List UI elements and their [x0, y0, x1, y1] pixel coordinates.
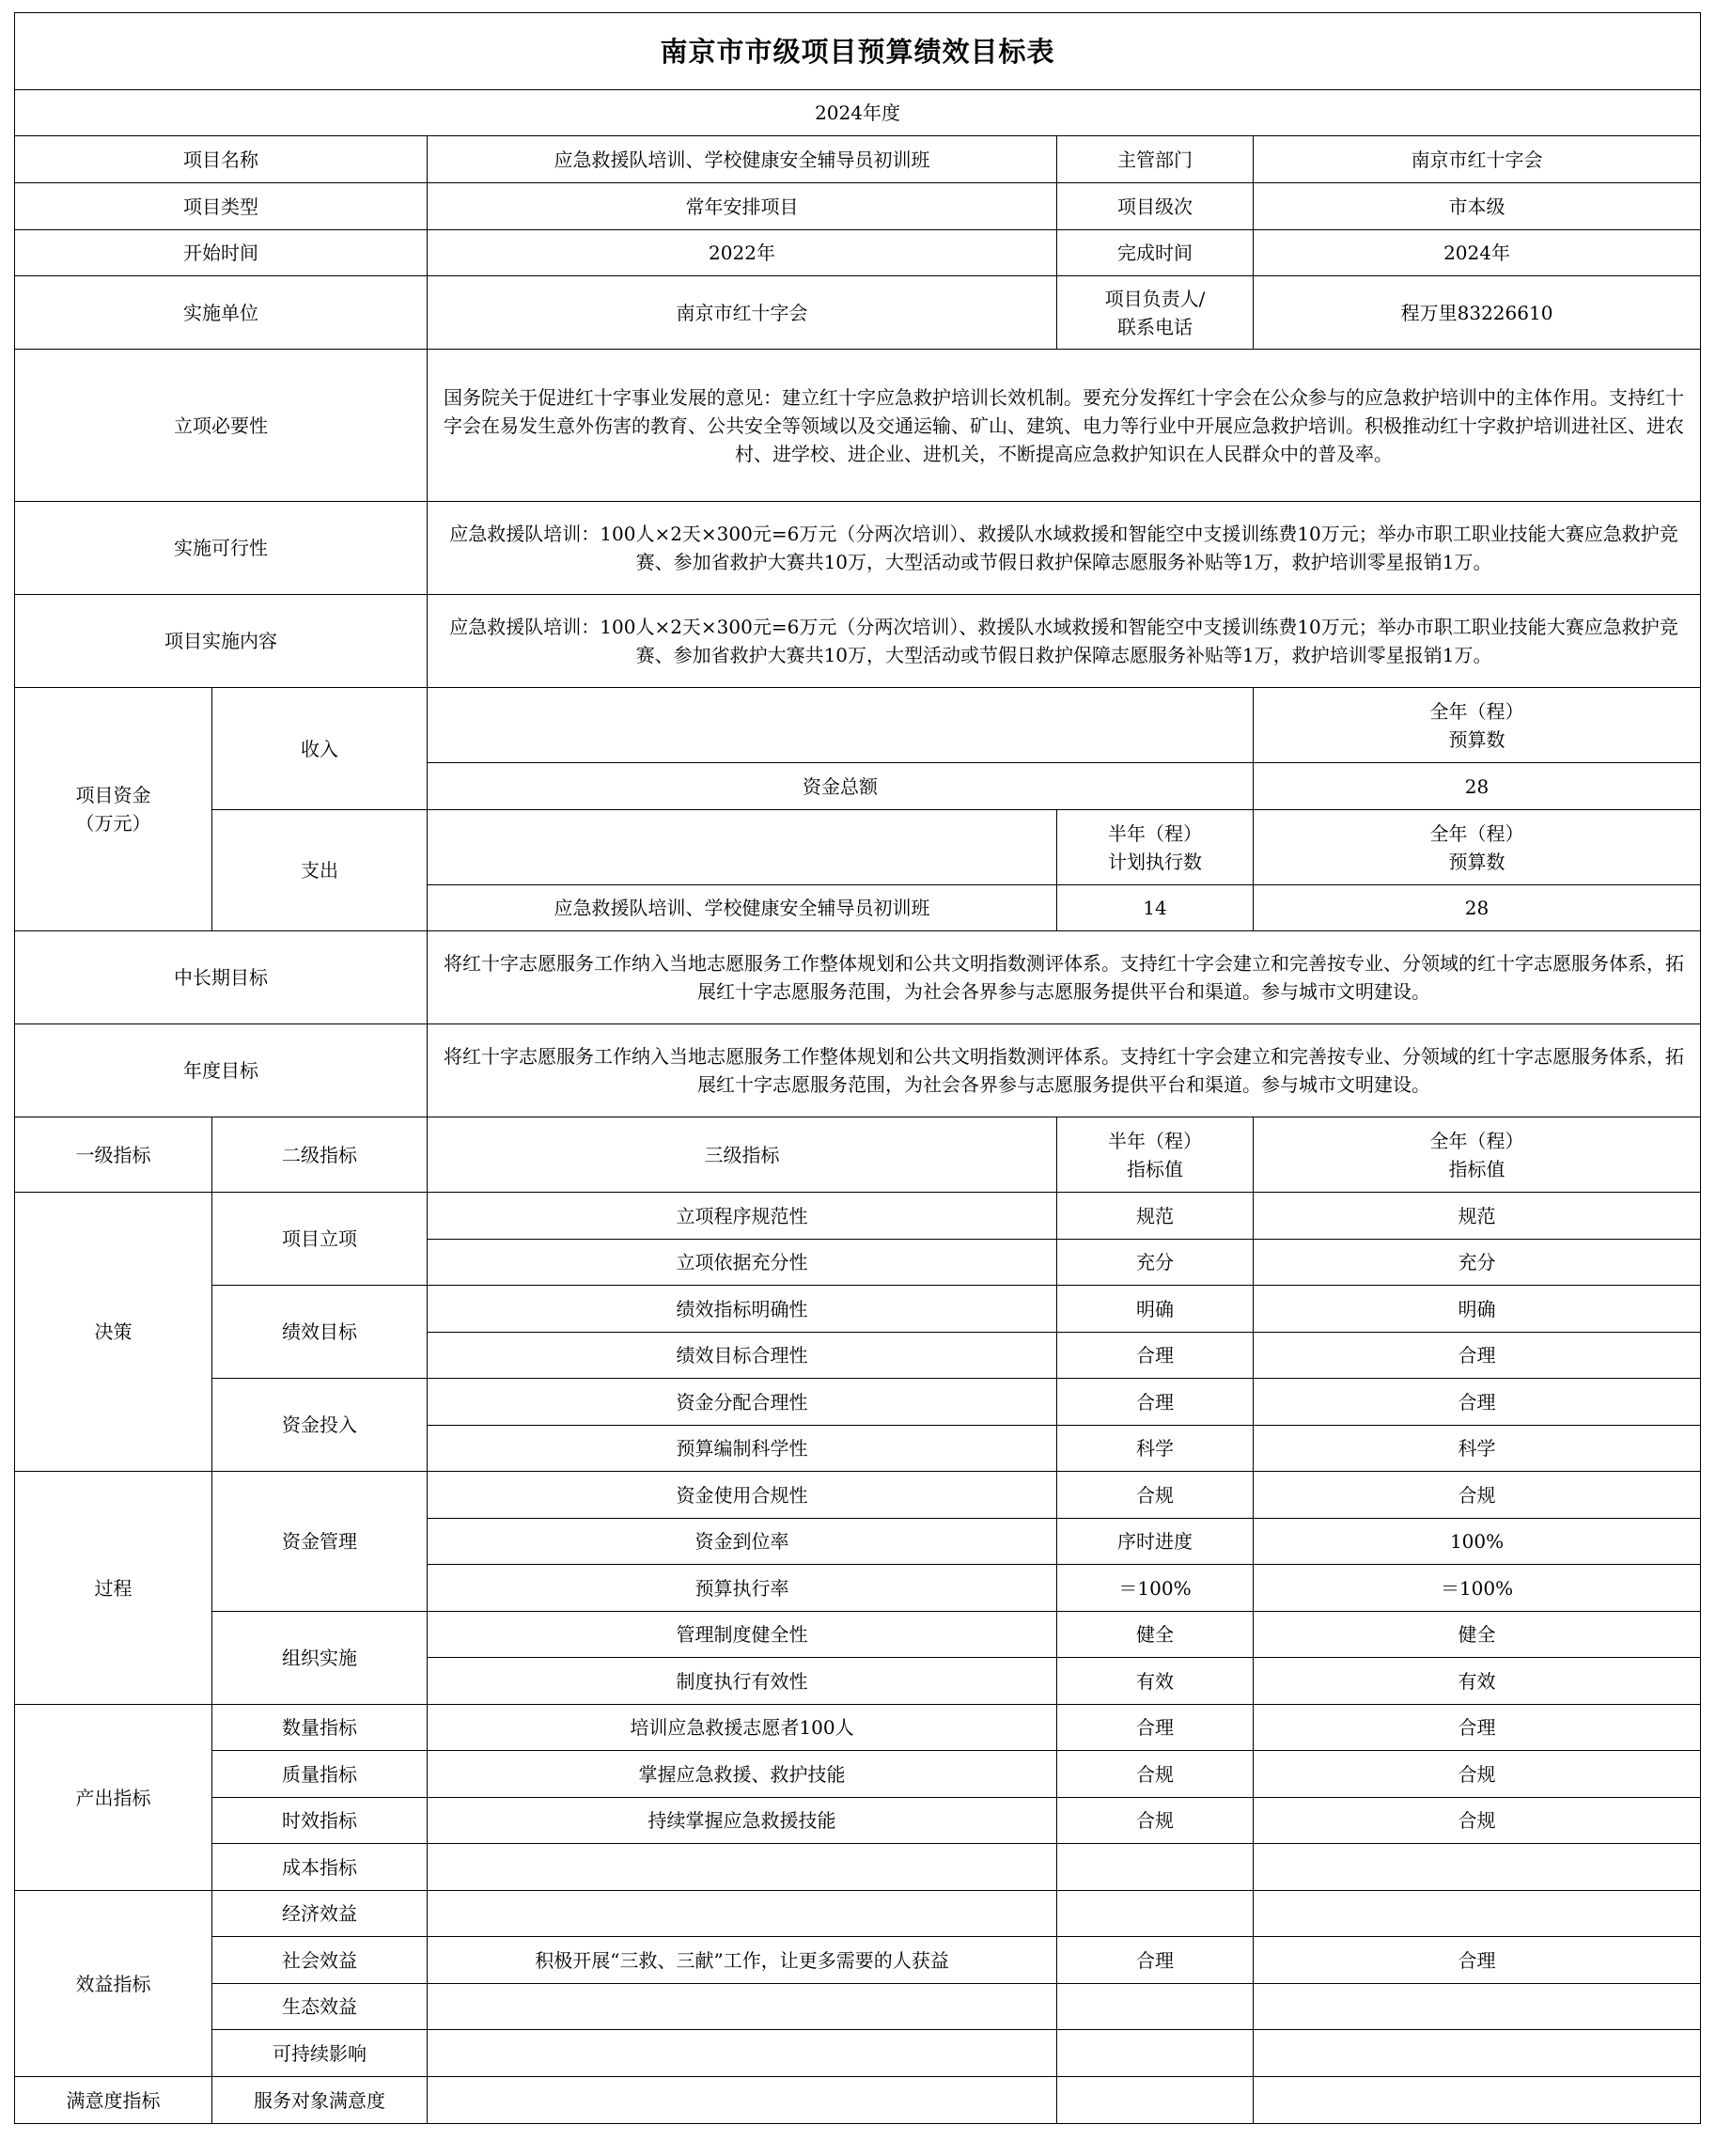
indicator-full: 100%: [1254, 1519, 1701, 1565]
full-year-indicator-line1: 全年（程）: [1429, 1129, 1524, 1152]
project-level-label: 项目级次: [1057, 183, 1254, 230]
total-funds-value: 28: [1254, 763, 1701, 810]
funds-label-line2: （万元）: [75, 812, 151, 835]
level1-header: 一级指标: [15, 1117, 212, 1193]
contact-label-line1: 项目负责人/: [1104, 287, 1206, 310]
expense-header-blank: [428, 810, 1057, 885]
half-year-indicator-line1: 半年（程）: [1108, 1129, 1202, 1152]
indicator-full: 合理: [1254, 1705, 1701, 1751]
indicator-name: 立项依据充分性: [428, 1240, 1057, 1286]
indicator-half: 充分: [1057, 1240, 1254, 1286]
project-name-label: 项目名称: [15, 136, 428, 183]
income-full-year-line1: 全年（程）: [1429, 699, 1524, 723]
indicator-name: [428, 1844, 1057, 1891]
benefit-sub-label: 经济效益: [212, 1891, 428, 1937]
indicator-name: 绩效目标合理性: [428, 1333, 1057, 1379]
expense-half-year-header: [1057, 810, 1254, 885]
project-type-label: 项目类型: [15, 183, 428, 230]
indicator-half: [1057, 2030, 1254, 2077]
contact-label-line2: 联系电话: [1117, 315, 1193, 338]
indicator-half: 合规: [1057, 1798, 1254, 1844]
level2-header: 二级指标: [212, 1117, 428, 1193]
feasibility-text: 应急救援队培训：100人×2天×300元=6万元（分两次培训）、救援队水域救援和智能空中支援训练费10万元；举办市职工职业技能大赛应急救护竞赛、参加省救护大赛共10万，大型活动或节假日救护保障志愿服务补贴等1万，救护培训零星报销1万。: [428, 502, 1701, 595]
indicator-name: 立项程序规范性: [428, 1193, 1057, 1240]
expense-half-year-line1: 半年（程）: [1108, 821, 1202, 845]
indicator-half: [1057, 1844, 1254, 1891]
annual-goal-text: 将红十字志愿服务工作纳入当地志愿服务工作整体规划和公共文明指数测评体系。支持红十字会建立和完善按专业、分领域的红十字志愿服务体系，拓展红十字志愿服务范围，为社会各界参与志愿服务提供平台和渠道。参与城市文明建设。: [428, 1024, 1701, 1117]
indicator-full: [1254, 1891, 1701, 1937]
necessity-text: 国务院关于促进红十字事业发展的意见：建立红十字应急救护培训长效机制。要充分发挥红十字会在公众参与的应急救护培训中的主体作用。支持红十字会在易发生意外伤害的教育、公共安全等领域以及交通运输、矿山、建筑、电力等行业中开展应急救护培训。积极推动红十字救护培训进社区、进农村、进学校、进企业、进机关，不断提高应急救护知识在人民群众中的普及率。: [428, 350, 1701, 502]
indicator-name: 绩效指标明确性: [428, 1286, 1057, 1333]
end-time-label: 完成时间: [1057, 230, 1254, 276]
indicator-name: 管理制度健全性: [428, 1612, 1057, 1658]
end-time-value: 2024年: [1254, 230, 1701, 276]
indicator-name: [428, 1984, 1057, 2030]
output-sub-label: 数量指标: [212, 1705, 428, 1751]
decision-g2-label: 绩效目标: [212, 1286, 428, 1379]
process-label: 过程: [15, 1472, 212, 1705]
indicator-full: 规范: [1254, 1193, 1701, 1240]
dept-label: 主管部门: [1057, 136, 1254, 183]
decision-g3-label: 资金投入: [212, 1379, 428, 1472]
project-level-value: 市本级: [1254, 183, 1701, 230]
contact-label: [1057, 276, 1254, 350]
satisfaction-sub-label: 服务对象满意度: [212, 2077, 428, 2124]
indicator-half: [1057, 1891, 1254, 1937]
income-label: 收入: [212, 688, 428, 810]
indicator-full: [1254, 1984, 1701, 2030]
expense-label: 支出: [212, 810, 428, 931]
feasibility-label: 实施可行性: [15, 502, 428, 595]
full-year-indicator-line2: 指标值: [1448, 1157, 1505, 1180]
start-time-value: 2022年: [428, 230, 1057, 276]
indicator-half: 合规: [1057, 1751, 1254, 1798]
benefit-sub-label: 可持续影响: [212, 2030, 428, 2077]
expense-item-full: 28: [1254, 885, 1701, 931]
process-g1-label: 资金管理: [212, 1472, 428, 1612]
indicator-full: 科学: [1254, 1426, 1701, 1472]
satisfaction-label: 满意度指标: [15, 2077, 212, 2124]
necessity-label: 立项必要性: [15, 350, 428, 502]
indicator-half: 合理: [1057, 1705, 1254, 1751]
indicator-full: [1254, 2077, 1701, 2124]
indicator-name: [428, 1891, 1057, 1937]
indicator-name: 资金分配合理性: [428, 1379, 1057, 1426]
indicator-half: [1057, 2077, 1254, 2124]
income-full-year-header: [1254, 688, 1701, 763]
indicator-full: 有效: [1254, 1658, 1701, 1705]
indicator-full: ＝100%: [1254, 1565, 1701, 1612]
implementing-unit-label: 实施单位: [15, 276, 428, 350]
page-title: 南京市市级项目预算绩效目标表: [15, 13, 1701, 90]
decision-g1-label: 项目立项: [212, 1193, 428, 1286]
benefit-label: 效益指标: [15, 1891, 212, 2077]
indicator-half: [1057, 1984, 1254, 2030]
indicator-full: 合理: [1254, 1379, 1701, 1426]
project-name-value: 应急救援队培训、学校健康安全辅导员初训班: [428, 136, 1057, 183]
contact-value: 程万里83226610: [1254, 276, 1701, 350]
process-g2-label: 组织实施: [212, 1612, 428, 1705]
indicator-full: [1254, 2030, 1701, 2077]
output-sub-label: 质量指标: [212, 1751, 428, 1798]
indicator-name: 预算编制科学性: [428, 1426, 1057, 1472]
indicator-half: 合规: [1057, 1472, 1254, 1519]
indicator-half: 规范: [1057, 1193, 1254, 1240]
indicator-name: 持续掌握应急救援技能: [428, 1798, 1057, 1844]
decision-label: 决策: [15, 1193, 212, 1472]
indicator-name: 培训应急救援志愿者100人: [428, 1705, 1057, 1751]
mid-long-goal-label: 中长期目标: [15, 931, 428, 1024]
expense-item-name: 应急救援队培训、学校健康安全辅导员初训班: [428, 885, 1057, 931]
expense-item-half: 14: [1057, 885, 1254, 931]
indicator-name: [428, 2077, 1057, 2124]
indicator-full: 合规: [1254, 1798, 1701, 1844]
mid-long-goal-text: 将红十字志愿服务工作纳入当地志愿服务工作整体规划和公共文明指数测评体系。支持红十字会建立和完善按专业、分领域的红十字志愿服务体系，拓展红十字志愿服务范围，为社会各界参与志愿服务提供平台和渠道。参与城市文明建设。: [428, 931, 1701, 1024]
expense-full-year-line1: 全年（程）: [1429, 821, 1524, 845]
half-year-indicator-line2: 指标值: [1127, 1157, 1183, 1180]
indicator-half: ＝100%: [1057, 1565, 1254, 1612]
level3-header: 三级指标: [428, 1117, 1057, 1193]
total-funds-label: 资金总额: [428, 763, 1254, 810]
indicator-name: 积极开展“三救、三献”工作，让更多需要的人获益: [428, 1937, 1057, 1984]
indicator-full: [1254, 1844, 1701, 1891]
annual-goal-label: 年度目标: [15, 1024, 428, 1117]
full-year-indicator-header: [1254, 1117, 1701, 1193]
indicator-half: 有效: [1057, 1658, 1254, 1705]
indicator-name: 资金到位率: [428, 1519, 1057, 1565]
indicator-half: 科学: [1057, 1426, 1254, 1472]
income-header-blank: [428, 688, 1254, 763]
output-sub-label: 时效指标: [212, 1798, 428, 1844]
dept-value: 南京市红十字会: [1254, 136, 1701, 183]
indicator-name: [428, 2030, 1057, 2077]
indicator-name: 掌握应急救援、救护技能: [428, 1751, 1057, 1798]
expense-full-year-line2: 预算数: [1448, 850, 1505, 873]
indicator-full: 合理: [1254, 1937, 1701, 1984]
indicator-half: 健全: [1057, 1612, 1254, 1658]
expense-full-year-header: [1254, 810, 1701, 885]
content-label: 项目实施内容: [15, 595, 428, 688]
output-sub-label: 成本指标: [212, 1844, 428, 1891]
indicator-name: 资金使用合规性: [428, 1472, 1057, 1519]
indicator-full: 合规: [1254, 1472, 1701, 1519]
project-type-value: 常年安排项目: [428, 183, 1057, 230]
indicator-half: 合理: [1057, 1379, 1254, 1426]
indicator-half: 合理: [1057, 1333, 1254, 1379]
indicator-name: 制度执行有效性: [428, 1658, 1057, 1705]
indicator-full: 合规: [1254, 1751, 1701, 1798]
performance-target-table: [14, 12, 1701, 2124]
half-year-indicator-header: [1057, 1117, 1254, 1193]
income-full-year-line2: 预算数: [1448, 727, 1505, 751]
content-text: 应急救援队培训：100人×2天×300元=6万元（分两次培训）、救援队水域救援和智能空中支援训练费10万元；举办市职工职业技能大赛应急救护竞赛、参加省救护大赛共10万，大型活动或节假日救护保障志愿服务补贴等1万，救护培训零星报销1万。: [428, 595, 1701, 688]
indicator-full: 明确: [1254, 1286, 1701, 1333]
indicator-full: 合理: [1254, 1333, 1701, 1379]
funds-label: [15, 688, 212, 931]
year-label: 2024年度: [15, 90, 1701, 136]
indicator-half: 合理: [1057, 1937, 1254, 1984]
output-label: 产出指标: [15, 1705, 212, 1891]
indicator-full: 健全: [1254, 1612, 1701, 1658]
benefit-sub-label: 社会效益: [212, 1937, 428, 1984]
funds-label-line1: 项目资金: [75, 784, 151, 806]
benefit-sub-label: 生态效益: [212, 1984, 428, 2030]
implementing-unit-value: 南京市红十字会: [428, 276, 1057, 350]
indicator-full: 充分: [1254, 1240, 1701, 1286]
indicator-half: 明确: [1057, 1286, 1254, 1333]
indicator-half: 序时进度: [1057, 1519, 1254, 1565]
indicator-name: 预算执行率: [428, 1565, 1057, 1612]
start-time-label: 开始时间: [15, 230, 428, 276]
expense-half-year-line2: 计划执行数: [1108, 850, 1202, 873]
